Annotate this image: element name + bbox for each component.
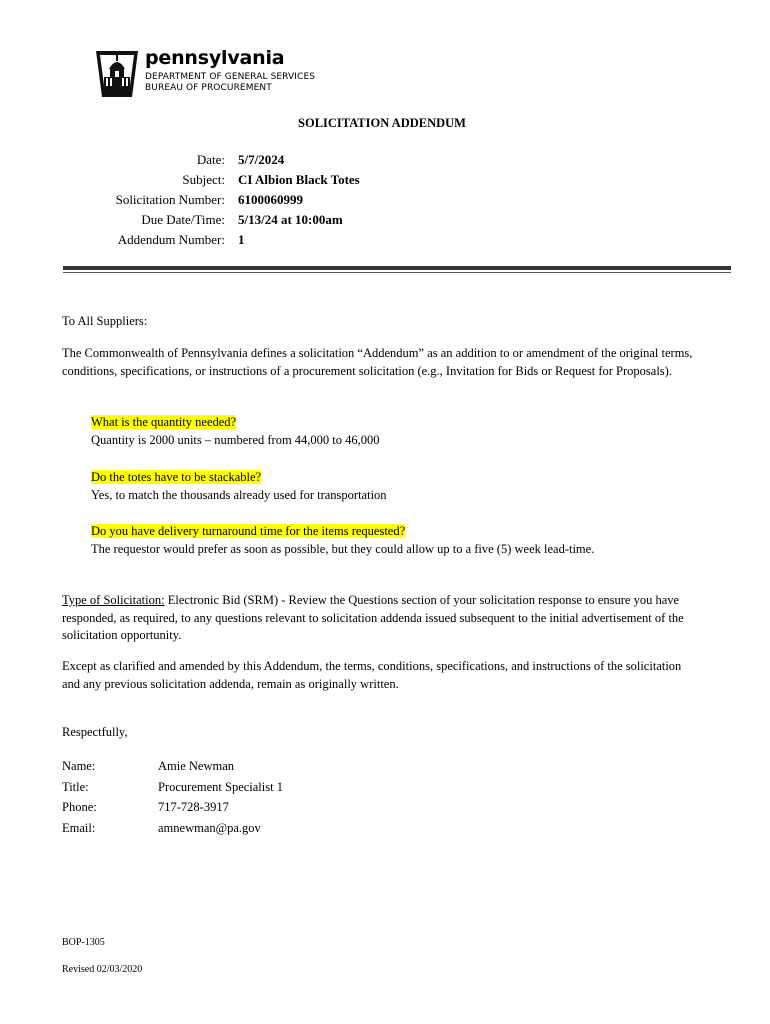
signature-value: Procurement Specialist 1	[158, 779, 283, 794]
logo-department: DEPARTMENT OF GENERAL SERVICES	[145, 72, 316, 82]
meta-value: CI Albion Black Totes	[238, 172, 360, 187]
qa-question: Do the totes have to be stackable?	[91, 470, 262, 484]
form-number: BOP-1305	[62, 937, 105, 948]
meta-row-date	[60, 150, 360, 170]
meta-row-solicitation-number	[60, 190, 360, 210]
closing: Respectfully,	[62, 725, 128, 739]
meta-label: Due Date/Time:	[141, 212, 225, 227]
meta-row-due-date	[60, 210, 360, 230]
meta-label: Subject:	[182, 172, 225, 187]
meta-value: 5/13/24 at 10:00am	[238, 212, 343, 227]
qa-question: Do you have delivery turnaround time for the items requested?	[91, 524, 406, 538]
signature-row-title	[62, 777, 283, 798]
solicitation-type-text: Electronic Bid (SRM) - Review the Questions section of your solicitation response to ensure you have responded, as required, to any questions relevant to solicitation addenda issued subsequent to the initial advertisement of the solicitation opportunity.	[62, 593, 684, 642]
signature-block	[62, 756, 283, 838]
header-divider-thick	[63, 266, 731, 270]
logo-bureau: BUREAU OF PROCUREMENT	[145, 83, 272, 93]
greeting: To All Suppliers:	[62, 314, 148, 328]
signature-label: Email:	[62, 820, 96, 835]
intro-paragraph: The Commonwealth of Pennsylvania defines a solicitation “Addendum” as an addition to or amendment of the original terms, conditions, specifications, or instructions of a procurement solicitation (e.g., Invitation for Bids or Request for Proposals).	[62, 346, 693, 378]
qa-question: What is the quantity needed?	[91, 415, 237, 429]
solicitation-type-label: Type of Solicitation:	[62, 593, 165, 607]
keystone-capitol-icon	[94, 47, 140, 99]
document-title: SOLICITATION ADDENDUM	[298, 116, 466, 130]
signature-label: Name:	[62, 759, 96, 773]
qa-item	[91, 414, 711, 449]
signature-row-phone	[62, 797, 283, 818]
meta-row-addendum-number	[60, 230, 360, 250]
signature-row-name	[62, 756, 283, 777]
qa-answer: Quantity is 2000 units – numbered from 44,000 to 46,000	[91, 432, 380, 447]
meta-value: 5/7/2024	[238, 152, 285, 167]
qa-item	[91, 523, 711, 558]
solicitation-type-paragraph	[62, 592, 702, 645]
qa-answer: Yes, to match the thousands already used for transportation	[91, 487, 387, 502]
signature-label: Title:	[62, 779, 89, 794]
meta-row-subject	[60, 170, 360, 190]
meta-label: Addendum Number:	[117, 232, 225, 247]
meta-value: 1	[238, 232, 245, 247]
signature-row-email	[62, 818, 283, 839]
signature-value: 717-728-3917	[158, 800, 229, 814]
signature-value: Amie Newman	[158, 759, 235, 773]
header-divider-thin	[63, 272, 731, 273]
meta-label: Solicitation Number:	[115, 192, 225, 207]
qa-answer: The requestor would prefer as soon as possible, but they could allow up to a five (5) week lead-time.	[91, 541, 595, 556]
logo-wordmark: pennsylvania	[145, 47, 285, 69]
qa-item	[91, 469, 711, 504]
except-paragraph: Except as clarified and amended by this Addendum, the terms, conditions, specifications, and instructions of the solicitation and any previous solicitation addenda, remain as originally written.	[62, 659, 682, 691]
meta-label: Date:	[196, 152, 225, 167]
signature-label: Phone:	[62, 800, 97, 814]
pennsylvania-logo	[94, 47, 334, 99]
addendum-details	[60, 150, 360, 250]
revision-date: Revised 02/03/2020	[62, 964, 143, 975]
signature-email-value: amnewman@pa.gov	[158, 820, 261, 835]
meta-value: 6100060999	[238, 192, 303, 207]
